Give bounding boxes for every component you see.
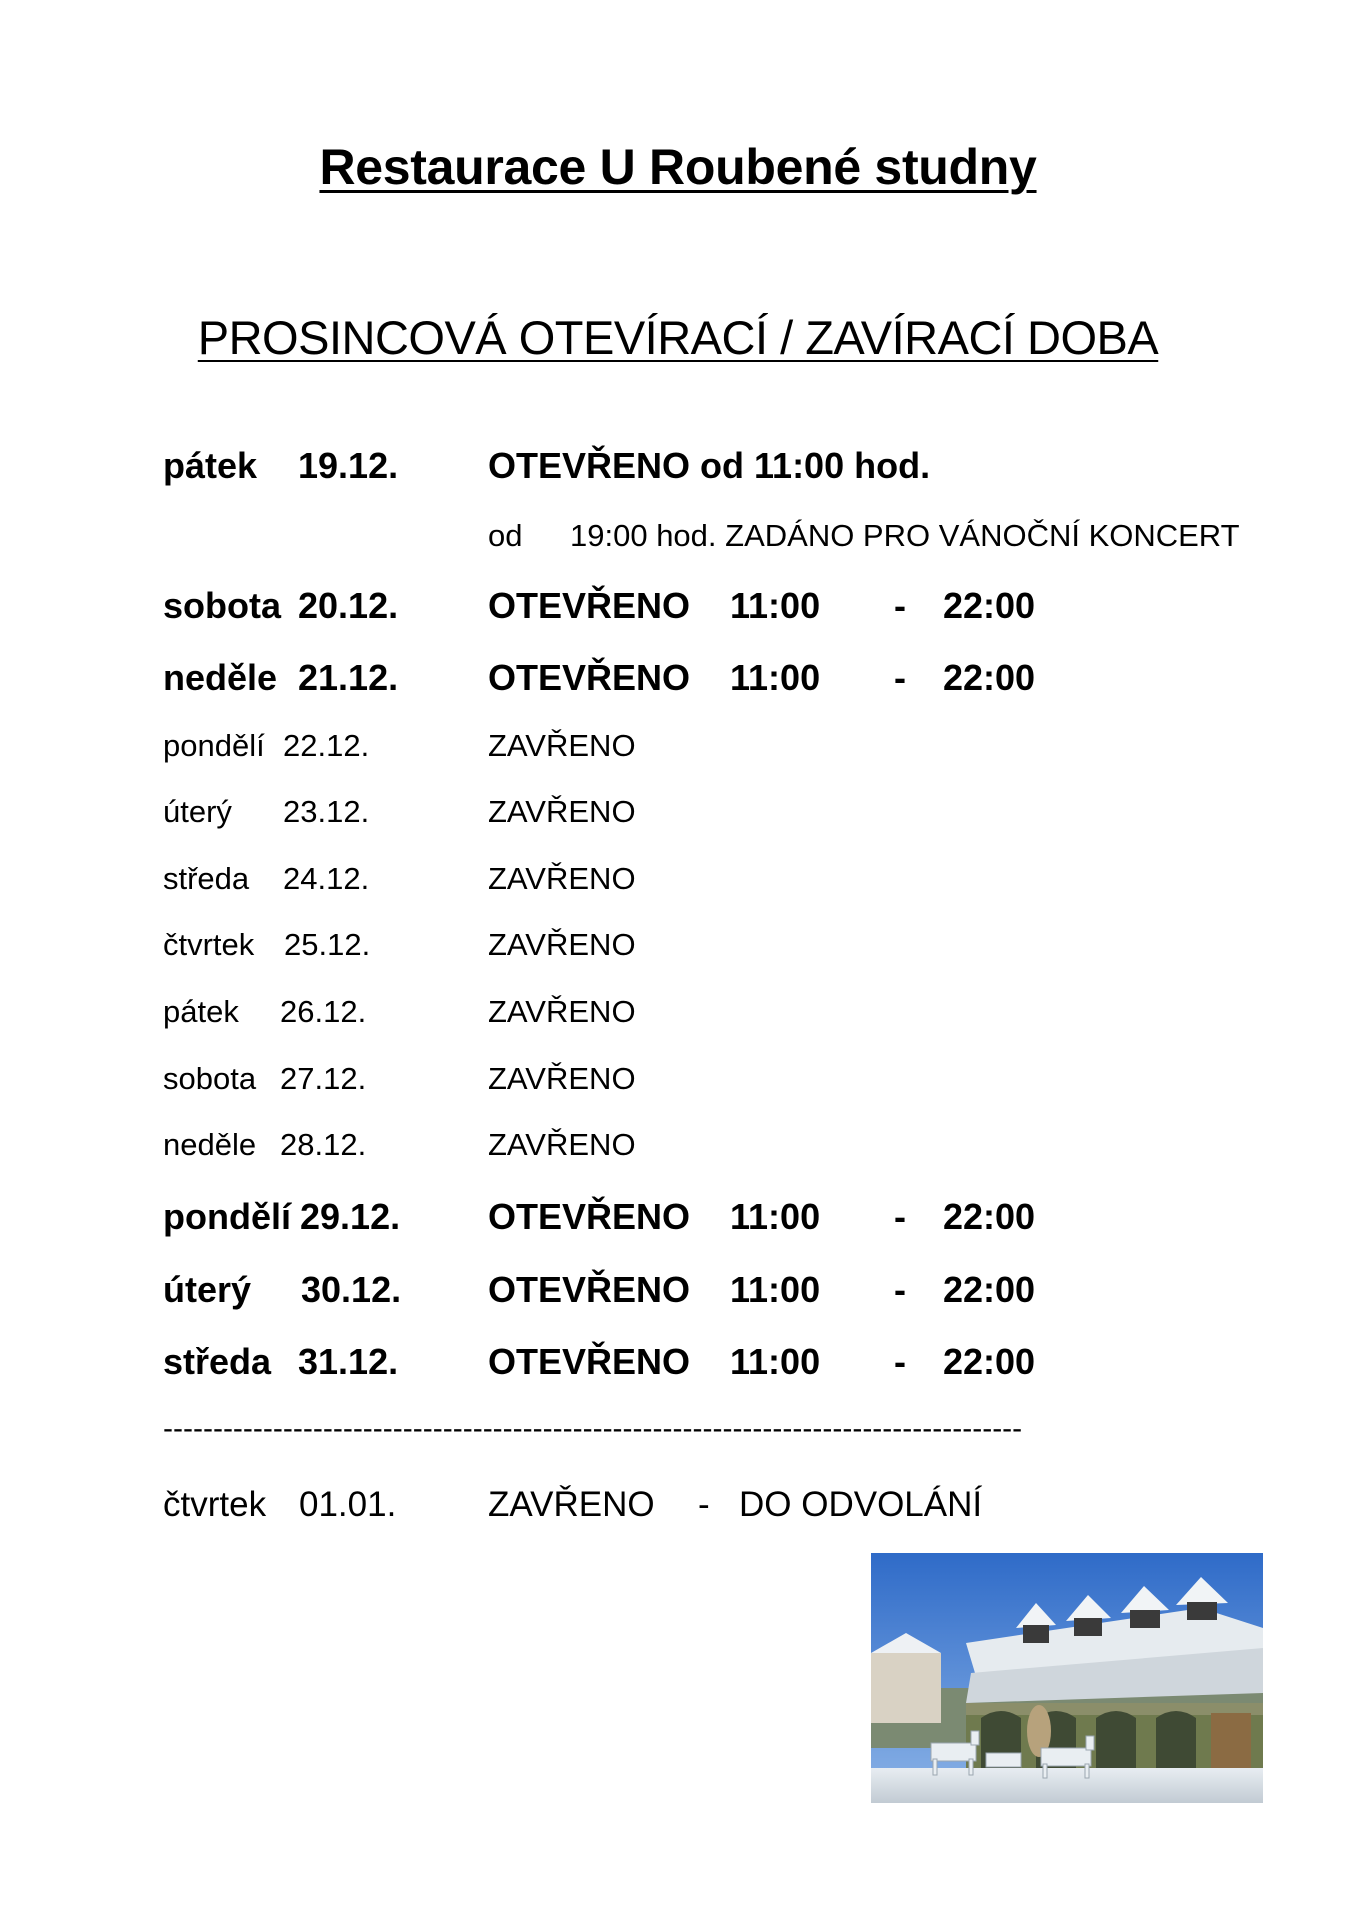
date: 01.01. — [299, 1485, 397, 1524]
day-name: čtvrtek — [163, 1485, 267, 1524]
schedule-row — [163, 1127, 1283, 1177]
page-subtitle: PROSINCOVÁ OTEVÍRACÍ / ZAVÍRACÍ DOBA — [197, 311, 1159, 364]
schedule-row — [163, 1341, 1283, 1391]
schedule-row — [163, 1061, 1283, 1111]
day-name: středa — [163, 1341, 272, 1382]
schedule-row — [163, 1196, 1283, 1246]
day-name: čtvrtek — [163, 927, 255, 962]
date: 21.12. — [298, 657, 399, 698]
status: OTEVŘENO — [488, 1269, 691, 1310]
status: OTEVŘENO — [488, 1196, 691, 1237]
note-text: 19:00 hod. ZADÁNO PRO VÁNOČNÍ KONCERT — [570, 518, 1240, 553]
open-time: 11:00 — [730, 585, 821, 626]
status: ZAVŘENO — [488, 728, 636, 763]
schedule-note-row — [163, 518, 1283, 568]
schedule-row — [163, 728, 1283, 778]
date: 25.12. — [284, 927, 371, 962]
schedule-row — [163, 585, 1283, 635]
close-time: 22:00 — [943, 585, 1036, 626]
status: ZAVŘENO — [488, 1485, 655, 1524]
dash: - — [894, 657, 906, 698]
date: 26.12. — [280, 994, 367, 1029]
day-name: pátek — [163, 994, 239, 1029]
date: 28.12. — [280, 1127, 367, 1162]
status: OTEVŘENO — [488, 1341, 691, 1382]
note-prefix: od — [488, 518, 523, 553]
date: 23.12. — [283, 794, 370, 829]
status: ZAVŘENO — [488, 794, 636, 829]
schedule-row — [163, 994, 1283, 1044]
date: 20.12. — [298, 585, 399, 626]
schedule-row — [163, 927, 1283, 977]
schedule-row — [163, 861, 1283, 911]
dash: - — [894, 1341, 906, 1382]
restaurant-building-illustration — [871, 1553, 1263, 1811]
status: OTEVŘENO — [488, 657, 691, 698]
open-time: 11:00 — [730, 1269, 821, 1310]
status: ZAVŘENO — [488, 1061, 636, 1096]
final-row — [163, 1485, 1163, 1535]
date: 27.12. — [280, 1061, 367, 1096]
status: ZAVŘENO — [488, 927, 636, 962]
dashed-separator: -------------------------------------------------------------------------------------- — [163, 1412, 1023, 1445]
date: 22.12. — [283, 728, 370, 763]
date: 31.12. — [298, 1341, 399, 1382]
day-name: úterý — [163, 794, 232, 829]
day-name: pondělí — [163, 1196, 291, 1237]
day-name: sobota — [163, 1061, 257, 1096]
date: 30.12. — [301, 1269, 402, 1310]
status: OTEVŘENO — [488, 585, 691, 626]
dash: - — [894, 585, 906, 626]
day-name: sobota — [163, 585, 282, 626]
status: OTEVŘENO od 11:00 hod. — [488, 445, 931, 486]
dash: - — [894, 1269, 906, 1310]
dash: - — [894, 1196, 906, 1237]
status: ZAVŘENO — [488, 994, 636, 1029]
schedule-row — [163, 1269, 1283, 1319]
day-name: neděle — [163, 1127, 257, 1162]
date: 24.12. — [283, 861, 370, 896]
day-name: středa — [163, 861, 250, 896]
day-name: pondělí — [163, 728, 265, 763]
close-time: 22:00 — [943, 1269, 1036, 1310]
close-time: 22:00 — [943, 657, 1036, 698]
day-name: pátek — [163, 445, 258, 486]
restaurant-photo — [871, 1553, 1263, 1811]
status: ZAVŘENO — [488, 861, 636, 896]
close-time: 22:00 — [943, 1341, 1036, 1382]
schedule-row — [163, 794, 1283, 844]
date: 19.12. — [298, 445, 399, 486]
day-name: úterý — [163, 1269, 252, 1310]
until-text: DO ODVOLÁNÍ — [739, 1485, 983, 1524]
schedule-row — [163, 657, 1283, 707]
dash: - — [698, 1485, 710, 1524]
schedule-row — [163, 445, 1283, 495]
open-time: 11:00 — [730, 657, 821, 698]
status: ZAVŘENO — [488, 1127, 636, 1162]
day-name: neděle — [163, 657, 278, 698]
open-time: 11:00 — [730, 1341, 821, 1382]
page-title: Restaurace U Roubené studny — [319, 139, 1037, 195]
close-time: 22:00 — [943, 1196, 1036, 1237]
open-time: 11:00 — [730, 1196, 821, 1237]
date: 29.12. — [300, 1196, 401, 1237]
